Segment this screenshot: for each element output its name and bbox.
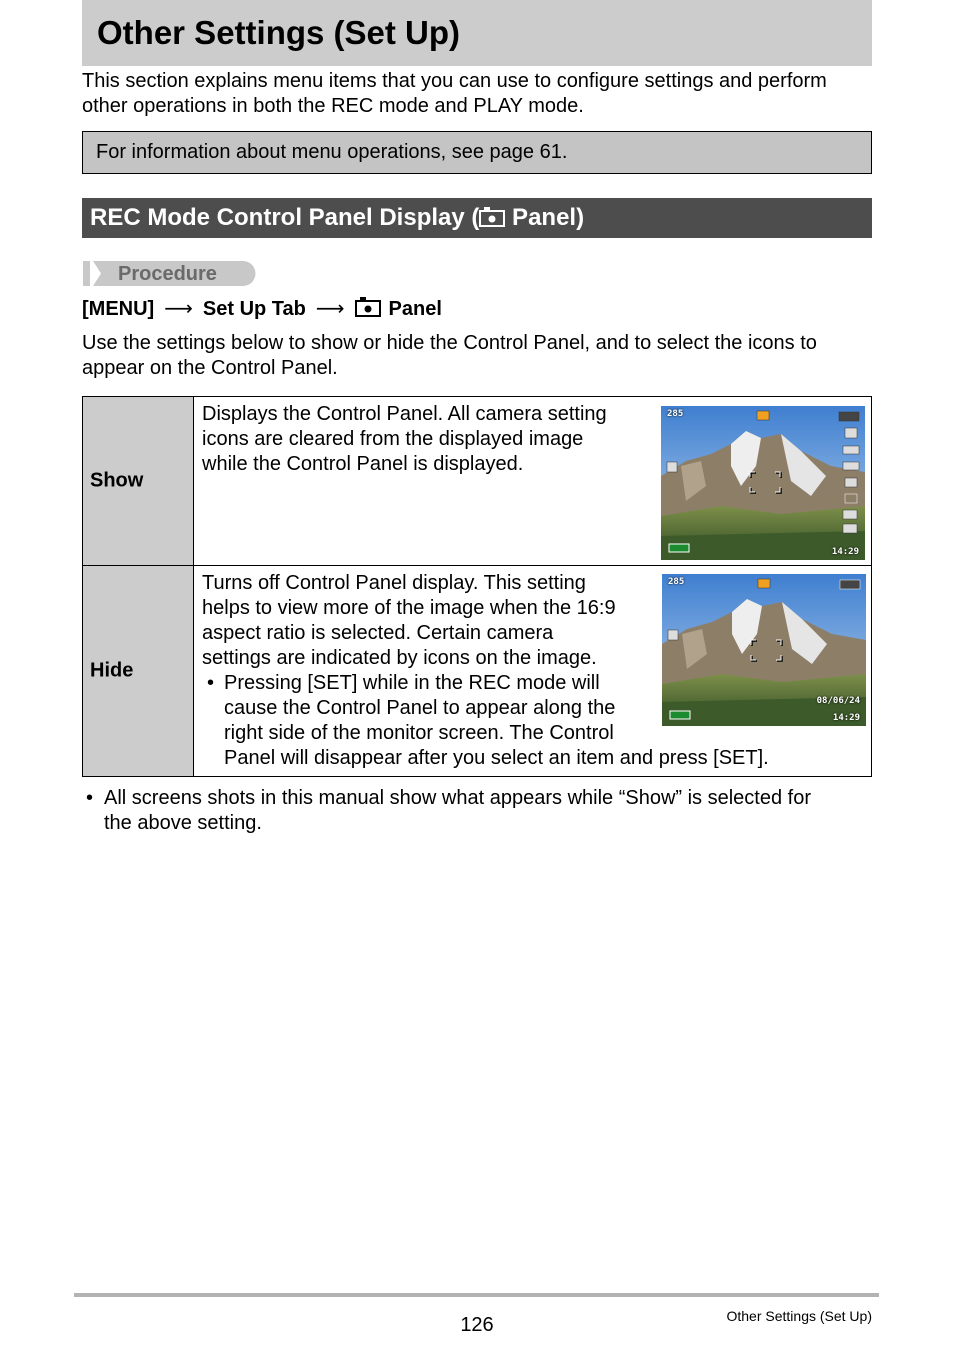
bullet-line	[82, 811, 872, 836]
intro-paragraph: This section explains menu items that you can use to configure settings and perform other operations in both the REC mode and PLAY mode.	[82, 70, 827, 117]
desc-line: while the Control Panel is displayed.	[202, 453, 524, 475]
bullet-text: Pressing [SET] while in the REC mode will	[224, 672, 600, 694]
bullet-text: cause the Control Panel to appear along the	[224, 697, 616, 719]
footer-divider	[74, 1293, 879, 1297]
clock-time: 14:29	[832, 713, 860, 723]
arrow-right-icon: ⟶	[315, 298, 345, 320]
menu-path-panel: Panel	[388, 298, 442, 320]
settings-table	[82, 396, 872, 777]
info-box-text: For information about menu operations, see page 61.	[96, 141, 568, 163]
table-label-cell	[83, 566, 194, 776]
menu-path-tab: Set Up Tab	[202, 298, 306, 320]
table-desc-cell	[194, 566, 871, 776]
page-number: 126	[460, 1314, 494, 1336]
clock-time: 14:29	[831, 547, 859, 557]
camera-icon	[355, 300, 381, 317]
hide-description	[202, 571, 642, 671]
menu-path-menu: [MENU]	[82, 298, 155, 320]
section-heading-prefix: REC Mode Control Panel Display (	[90, 204, 480, 231]
table-label-cell	[83, 397, 194, 565]
desc-line: settings are indicated by icons on the image.	[202, 647, 597, 669]
desc-line: aspect ratio is selected. Certain camera	[202, 622, 554, 644]
bullet-dot: •	[207, 672, 215, 694]
shots-remaining: 285	[667, 409, 684, 419]
arrow-right-icon: ⟶	[164, 298, 193, 320]
table-desc-cell	[194, 397, 871, 565]
bullet-text: right side of the monitor screen. The Control	[224, 722, 614, 744]
section-heading	[90, 203, 584, 233]
section-heading-suffix: Panel)	[505, 204, 585, 231]
bullet-dot: •	[86, 787, 94, 809]
camera-icon	[479, 210, 505, 227]
table-row-show	[83, 397, 871, 565]
note-text: All screens shots in this manual show what appears while “Show” is selected for	[104, 787, 811, 809]
footer-section-title: Other Settings (Set Up)	[726, 1308, 872, 1324]
table-row-hide	[83, 565, 871, 776]
section-heading-bar	[82, 198, 872, 238]
bullet-line	[202, 746, 792, 771]
shots-remaining: 285	[668, 577, 685, 587]
body-paragraph: Use the settings below to show or hide the Control Panel, and to select the icons to appear on the Control Panel.	[82, 332, 817, 379]
camera-screen-image	[662, 574, 866, 726]
footnote	[82, 786, 872, 836]
show-description	[202, 402, 642, 477]
info-box	[82, 131, 872, 174]
desc-line: helps to view more of the image when the 16:9	[202, 597, 616, 619]
menu-path	[82, 296, 442, 322]
date-stamp: 08/06/24	[816, 696, 860, 706]
procedure-label: Procedure	[118, 263, 217, 285]
desc-line: Displays the Control Panel. All camera setting	[202, 403, 607, 425]
landscape-photo	[661, 406, 865, 560]
page-title: Other Settings (Set Up)	[97, 14, 461, 51]
desc-line: Turns off Control Panel display. This setting	[202, 572, 586, 594]
table-label-hide: Hide	[90, 659, 134, 682]
bullet-line	[82, 786, 872, 811]
procedure-tag	[83, 261, 256, 286]
note-text: the above setting.	[104, 812, 262, 834]
desc-line: icons are cleared from the displayed image	[202, 428, 584, 450]
bullet-text: Panel will disappear after you select an item and press [SET].	[224, 747, 769, 769]
page-title-bar	[82, 0, 872, 66]
table-label-show: Show	[90, 469, 144, 492]
camera-screen-image	[661, 406, 865, 560]
